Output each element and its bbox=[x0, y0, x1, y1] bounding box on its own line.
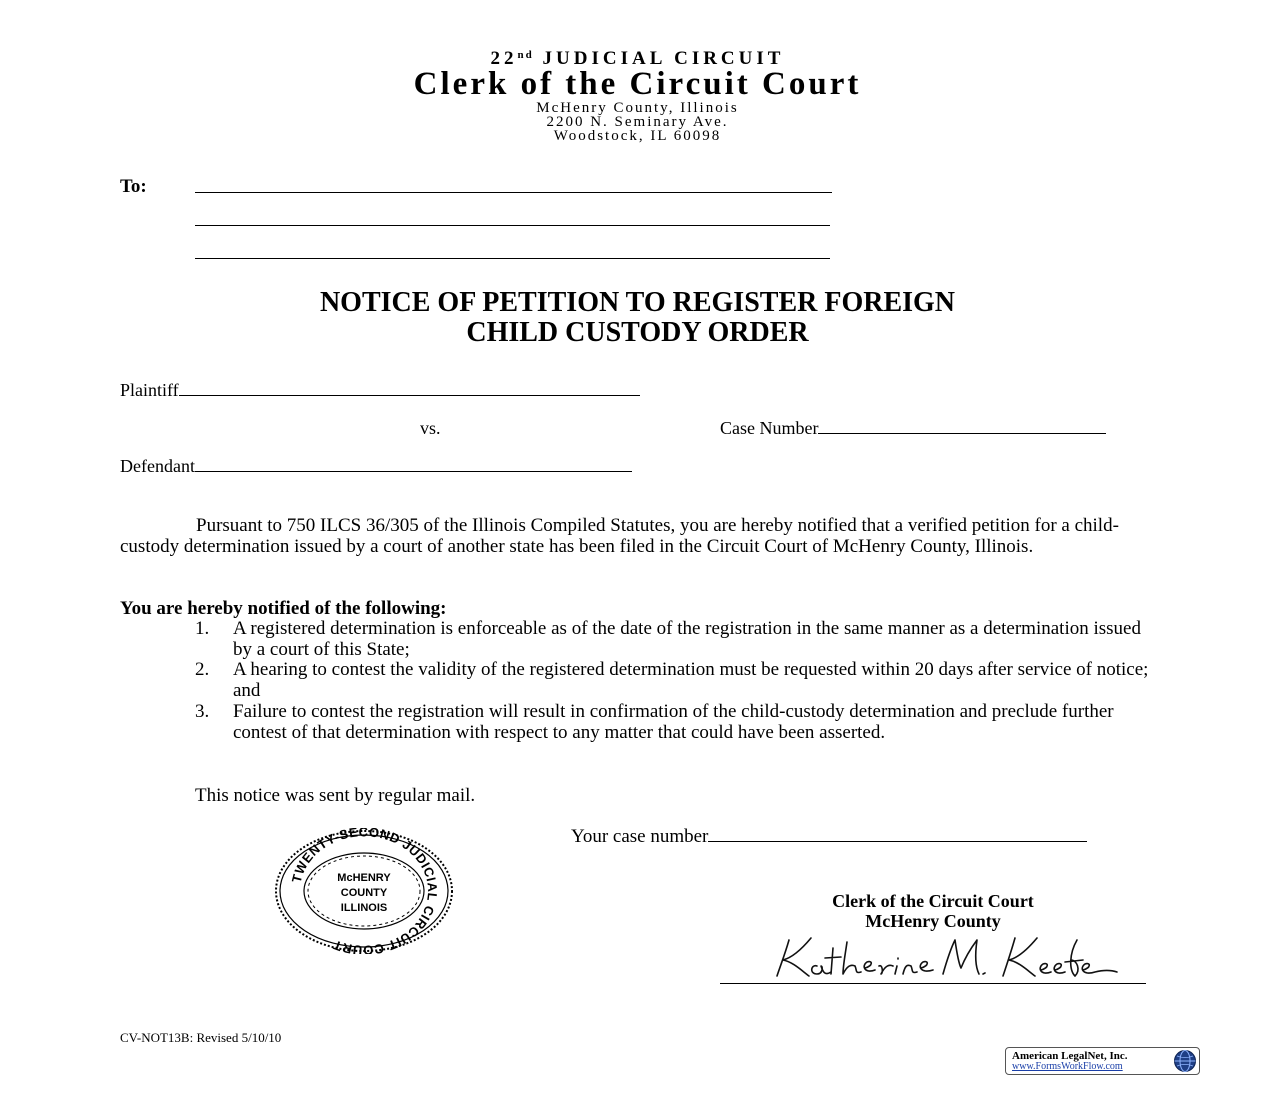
signature-title-line-2: McHenry County bbox=[865, 911, 1001, 931]
to-line-1[interactable] bbox=[195, 192, 832, 193]
seal-center-line-1: McHENRY bbox=[337, 872, 391, 884]
mail-note: This notice was sent by regular mail. bbox=[195, 785, 476, 806]
list-item-number: 3. bbox=[195, 700, 210, 722]
case-number-field bbox=[720, 418, 1106, 439]
signature-title-line-1: Clerk of the Circuit Court bbox=[832, 891, 1034, 911]
court-seal-icon bbox=[272, 828, 456, 954]
notified-heading: You are hereby notified of the following: bbox=[120, 598, 447, 619]
notified-list bbox=[195, 619, 1155, 743]
address-city: Woodstock, IL 60098 bbox=[553, 128, 722, 144]
legalnet-company: American LegalNet, Inc. bbox=[1012, 1050, 1128, 1062]
title-line-1: NOTICE OF PETITION TO REGISTER FOREIGN bbox=[319, 287, 956, 318]
defendant-blank[interactable] bbox=[195, 457, 632, 472]
to-line-3[interactable] bbox=[195, 258, 830, 259]
legalnet-url[interactable]: www.FormsWorkFlow.com bbox=[1012, 1061, 1123, 1072]
list-item bbox=[195, 619, 1155, 660]
signature-line bbox=[720, 983, 1146, 984]
seal-center-line-3: ILLINOIS bbox=[340, 902, 388, 914]
address-county: McHenry County, Illinois bbox=[536, 100, 739, 116]
list-item-text: Failure to contest the registration will result in confirmation of the child-custody determination and preclude further contest of that determination with respect to any matter that could have been asserted. bbox=[233, 700, 1114, 743]
signature-block bbox=[720, 891, 1146, 931]
document-title bbox=[0, 288, 1275, 348]
clerk-title: Clerk of the Circuit Court bbox=[413, 66, 862, 102]
form-code: CV-NOT13B: Revised 5/10/10 bbox=[120, 1030, 282, 1045]
to-label: To: bbox=[120, 176, 147, 197]
list-item-number: 1. bbox=[195, 618, 210, 639]
defendant-field bbox=[120, 456, 632, 477]
case-number-blank[interactable] bbox=[818, 419, 1106, 434]
list-item-number: 2. bbox=[195, 659, 210, 681]
statute-paragraph: Pursuant to 750 ILCS 36/305 of the Illinois Compiled Statutes, you are hereby notified that a verified petition for a child-custody determination issued by a court of another state has been filed in the Circuit Court of McHenry County, Illinois. bbox=[120, 515, 1119, 557]
list-item-text: A hearing to contest the validity of the registered determination must be requested within 20 days after service of notice; and bbox=[233, 659, 1149, 702]
address-street: 2200 N. Seminary Ave. bbox=[546, 114, 729, 130]
plaintiff-field bbox=[120, 380, 640, 401]
title-line-2: CHILD CUSTODY ORDER bbox=[466, 317, 809, 348]
to-line-2[interactable] bbox=[195, 225, 830, 226]
list-item bbox=[195, 702, 1155, 743]
seal-ring-text: TWENTY-SECOND JUDICIAL CIRCUIT COURT bbox=[288, 828, 441, 954]
plaintiff-blank[interactable] bbox=[179, 381, 640, 396]
list-item-text: A registered determination is enforceable as of the date of the registration in the same manner as a determination issued by a court of this State; bbox=[233, 618, 1141, 660]
vs-label: vs. bbox=[420, 418, 441, 438]
your-case-number-blank[interactable] bbox=[708, 827, 1087, 842]
circuit-number: 22 bbox=[490, 48, 518, 69]
legalnet-badge[interactable] bbox=[1005, 1047, 1200, 1075]
case-number-label: Case Number bbox=[720, 418, 819, 438]
plaintiff-label: Plaintiff bbox=[120, 380, 179, 400]
defendant-label: Defendant bbox=[120, 456, 195, 476]
your-case-number-field bbox=[571, 826, 1087, 848]
globe-icon bbox=[1173, 1049, 1197, 1073]
circuit-ordinal: nd bbox=[517, 49, 534, 61]
your-case-number-label: Your case number bbox=[571, 826, 709, 847]
handwritten-signature bbox=[765, 930, 1120, 982]
seal-center-line-2: COUNTY bbox=[340, 887, 388, 899]
circuit-label: JUDICIAL CIRCUIT bbox=[542, 48, 785, 69]
list-item bbox=[195, 660, 1155, 701]
